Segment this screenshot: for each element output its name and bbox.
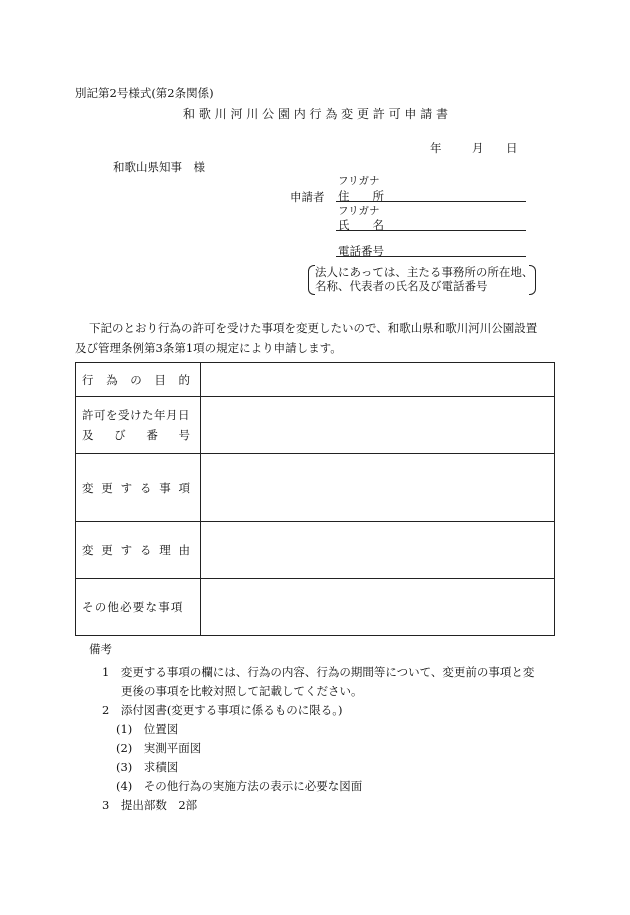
note-2-item-1: (1) 位置図: [116, 722, 179, 736]
char: 号: [178, 428, 190, 442]
address-field[interactable]: [336, 187, 526, 202]
char: び: [114, 428, 126, 442]
name-label: 氏 名: [338, 218, 384, 232]
right-bracket: [529, 265, 536, 295]
other-items-label: [76, 579, 201, 636]
char: る: [139, 543, 152, 557]
table-row: [76, 397, 555, 454]
note-1-line1: 1 変更する事項の欄には、行為の内容、行為の期間等について、変更前の事項と変: [102, 665, 535, 679]
corporate-note: [308, 265, 536, 293]
char: 更: [101, 543, 113, 557]
char: 番: [146, 428, 158, 442]
change-items-label: [76, 454, 201, 522]
char: る: [139, 480, 152, 495]
char: す: [120, 480, 133, 495]
char: 及: [82, 428, 94, 442]
char: 変: [82, 480, 94, 495]
table-row: [76, 454, 555, 522]
char: 的: [178, 372, 190, 387]
change-reason-field[interactable]: [201, 522, 555, 579]
table-row: [76, 363, 555, 397]
application-table: [75, 362, 555, 636]
note-1-line2: 更後の事項を比較対照して記載してください。: [121, 684, 363, 698]
address-label: 住 所: [338, 189, 384, 203]
char: 事: [159, 480, 171, 495]
furigana-label-address: フリガナ: [338, 175, 380, 187]
corporate-note-line1: 法人にあっては、主たる事務所の所在地、: [315, 265, 534, 279]
note-2-item-3: (3) 求積図: [116, 760, 179, 774]
notes-heading: 備考: [89, 642, 112, 656]
char: 為: [106, 372, 118, 387]
char: 更: [101, 480, 113, 495]
document-title: 和 歌 川 河 川 公 園 内 行 為 変 更 許 可 申 請 書: [183, 107, 449, 121]
permit-date-field[interactable]: [201, 397, 555, 454]
date-day: 日: [506, 141, 518, 155]
other-items-field[interactable]: [201, 579, 555, 636]
permit-date-line1: 許可を受けた年月日: [82, 408, 190, 422]
date-month: 月: [472, 141, 484, 155]
note-2-item-2: (2) 実測平面図: [116, 741, 202, 755]
other-items-text: その他必要な事項: [82, 600, 184, 614]
form-number: 別記第2号様式(第2条関係): [75, 86, 214, 100]
corporate-note-line2: 名称、代表者の氏名及び電話番号: [315, 279, 488, 293]
table-row: [76, 522, 555, 579]
phone-field[interactable]: [336, 242, 526, 257]
date-year: 年: [430, 141, 442, 155]
char: 変: [82, 543, 94, 557]
furigana-label-name: フリガナ: [338, 205, 380, 217]
addressee: 和歌山県知事 様: [113, 160, 205, 174]
note-2-item-4: (4) その他行為の実施方法の表示に必要な図面: [116, 779, 363, 793]
intro-line1: 下記のとおり行為の許可を受けた事項を変更したいので、和歌山県和歌川河川公園設置: [89, 321, 538, 335]
change-items-field[interactable]: [201, 454, 555, 522]
note-3: 3 提出部数 2部: [102, 798, 198, 812]
phone-label: 電話番号: [338, 244, 384, 258]
change-reason-label: [76, 522, 201, 579]
left-bracket: [308, 265, 315, 295]
purpose-field[interactable]: [201, 363, 555, 397]
char: の: [130, 372, 142, 387]
char: 理: [159, 543, 171, 557]
applicant-label: 申請者: [290, 190, 325, 204]
intro-line2: 及び管理条例第3条第1項の規定により申請します。: [75, 341, 342, 355]
char: 目: [154, 372, 166, 387]
table-row: [76, 579, 555, 636]
permit-date-label: [76, 397, 201, 454]
char: す: [120, 543, 133, 557]
name-field[interactable]: [336, 216, 526, 231]
intro-paragraph: [75, 318, 565, 358]
char: 項: [178, 480, 190, 495]
char: 由: [178, 543, 190, 557]
note-2: 2 添付図書(変更する事項に係るものに限る。): [102, 703, 343, 717]
purpose-label: [76, 363, 201, 397]
char: 行: [82, 372, 94, 387]
